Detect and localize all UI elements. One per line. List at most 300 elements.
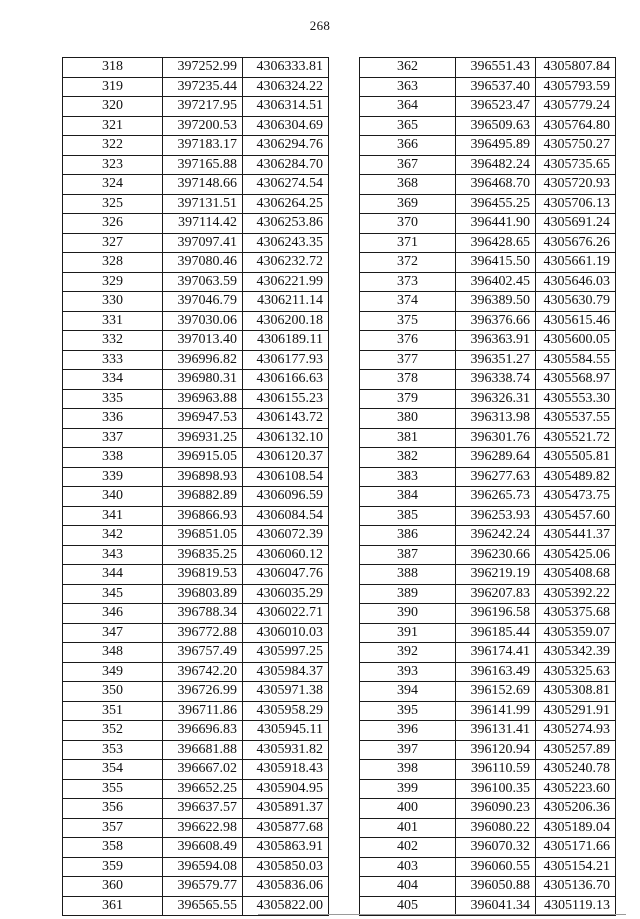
point-number-cell: 339 (63, 467, 163, 487)
y-coordinate-cell: 4305206.36 (536, 799, 616, 819)
table-row (360, 155, 616, 175)
x-coordinate-cell: 397252.99 (163, 58, 243, 78)
point-number-cell: 379 (360, 389, 456, 409)
x-coordinate-cell: 396402.45 (456, 272, 536, 292)
y-coordinate-cell: 4306166.63 (243, 370, 329, 390)
point-number-cell: 382 (360, 448, 456, 468)
point-number-cell: 323 (63, 155, 163, 175)
y-coordinate-cell: 4305291.91 (536, 701, 616, 721)
y-coordinate-cell: 4305958.29 (243, 701, 329, 721)
x-coordinate-cell: 397235.44 (163, 77, 243, 97)
table-row (360, 175, 616, 195)
y-coordinate-cell: 4305473.75 (536, 487, 616, 507)
point-number-cell: 373 (360, 272, 456, 292)
table-row (360, 136, 616, 156)
table-row (360, 877, 616, 897)
table-row (63, 97, 329, 117)
x-coordinate-cell: 396041.34 (456, 896, 536, 916)
point-number-cell: 389 (360, 584, 456, 604)
x-coordinate-cell: 396726.99 (163, 682, 243, 702)
table-row (63, 331, 329, 351)
point-number-cell: 396 (360, 721, 456, 741)
x-coordinate-cell: 396152.69 (456, 682, 536, 702)
y-coordinate-cell: 4305359.07 (536, 623, 616, 643)
y-coordinate-cell: 4306022.71 (243, 604, 329, 624)
x-coordinate-cell: 396428.65 (456, 233, 536, 253)
y-coordinate-cell: 4305706.13 (536, 194, 616, 214)
x-coordinate-cell: 396050.88 (456, 877, 536, 897)
point-number-cell: 377 (360, 350, 456, 370)
point-number-cell: 402 (360, 838, 456, 858)
point-number-cell: 392 (360, 643, 456, 663)
y-coordinate-cell: 4305240.78 (536, 760, 616, 780)
table-row (63, 136, 329, 156)
table-row (63, 857, 329, 877)
table-row (63, 799, 329, 819)
table-row (63, 194, 329, 214)
y-coordinate-cell: 4305720.93 (536, 175, 616, 195)
point-number-cell: 393 (360, 662, 456, 682)
table-row (63, 272, 329, 292)
y-coordinate-cell: 4306304.69 (243, 116, 329, 136)
table-row (360, 253, 616, 273)
table-row (360, 233, 616, 253)
coordinates-table-body (360, 58, 616, 916)
x-coordinate-cell: 396100.35 (456, 779, 536, 799)
x-coordinate-cell: 397063.59 (163, 272, 243, 292)
point-number-cell: 336 (63, 409, 163, 429)
x-coordinate-cell: 397131.51 (163, 194, 243, 214)
x-coordinate-cell: 396090.23 (456, 799, 536, 819)
point-number-cell: 362 (360, 58, 456, 78)
point-number-cell: 368 (360, 175, 456, 195)
table-row (360, 467, 616, 487)
y-coordinate-cell: 4306284.70 (243, 155, 329, 175)
y-coordinate-cell: 4305457.60 (536, 506, 616, 526)
table-row (360, 58, 616, 78)
table-row (360, 487, 616, 507)
y-coordinate-cell: 4305584.55 (536, 350, 616, 370)
table-row (360, 77, 616, 97)
table-row (63, 818, 329, 838)
x-coordinate-cell: 396772.88 (163, 623, 243, 643)
point-number-cell: 348 (63, 643, 163, 663)
x-coordinate-cell: 396652.25 (163, 779, 243, 799)
table-row (63, 662, 329, 682)
y-coordinate-cell: 4306232.72 (243, 253, 329, 273)
x-coordinate-cell: 397114.42 (163, 214, 243, 234)
x-coordinate-cell: 396637.57 (163, 799, 243, 819)
point-number-cell: 380 (360, 409, 456, 429)
y-coordinate-cell: 4306189.11 (243, 331, 329, 351)
y-coordinate-cell: 4305274.93 (536, 721, 616, 741)
table-row (360, 350, 616, 370)
point-number-cell: 381 (360, 428, 456, 448)
table-row (63, 253, 329, 273)
table-row (63, 487, 329, 507)
point-number-cell: 353 (63, 740, 163, 760)
y-coordinate-cell: 4305136.70 (536, 877, 616, 897)
point-number-cell: 397 (360, 740, 456, 760)
table-row (360, 506, 616, 526)
table-row (360, 428, 616, 448)
table-row (360, 214, 616, 234)
x-coordinate-cell: 396253.93 (456, 506, 536, 526)
point-number-cell: 350 (63, 682, 163, 702)
coordinates-table-right (359, 57, 616, 916)
table-row (63, 428, 329, 448)
table-row (360, 311, 616, 331)
point-number-cell: 367 (360, 155, 456, 175)
x-coordinate-cell: 396579.77 (163, 877, 243, 897)
x-coordinate-cell: 396110.59 (456, 760, 536, 780)
y-coordinate-cell: 4305537.55 (536, 409, 616, 429)
x-coordinate-cell: 396070.32 (456, 838, 536, 858)
y-coordinate-cell: 4306264.25 (243, 194, 329, 214)
point-number-cell: 371 (360, 233, 456, 253)
point-number-cell: 325 (63, 194, 163, 214)
point-number-cell: 320 (63, 97, 163, 117)
table-row (63, 409, 329, 429)
point-number-cell: 341 (63, 506, 163, 526)
y-coordinate-cell: 4305615.46 (536, 311, 616, 331)
table-row (63, 467, 329, 487)
point-number-cell: 337 (63, 428, 163, 448)
x-coordinate-cell: 396141.99 (456, 701, 536, 721)
y-coordinate-cell: 4306177.93 (243, 350, 329, 370)
x-coordinate-cell: 396120.94 (456, 740, 536, 760)
table-row (360, 272, 616, 292)
table-row (63, 214, 329, 234)
point-number-cell: 344 (63, 565, 163, 585)
point-number-cell: 405 (360, 896, 456, 916)
y-coordinate-cell: 4305750.27 (536, 136, 616, 156)
point-number-cell: 400 (360, 799, 456, 819)
x-coordinate-cell: 396277.63 (456, 467, 536, 487)
y-coordinate-cell: 4305850.03 (243, 857, 329, 877)
x-coordinate-cell: 396537.40 (456, 77, 536, 97)
table-row (360, 116, 616, 136)
y-coordinate-cell: 4305807.84 (536, 58, 616, 78)
point-number-cell: 342 (63, 526, 163, 546)
y-coordinate-cell: 4305891.37 (243, 799, 329, 819)
table-row (63, 233, 329, 253)
y-coordinate-cell: 4305521.72 (536, 428, 616, 448)
table-row (360, 896, 616, 916)
x-coordinate-cell: 396131.41 (456, 721, 536, 741)
x-coordinate-cell: 396711.86 (163, 701, 243, 721)
x-coordinate-cell: 397080.46 (163, 253, 243, 273)
x-coordinate-cell: 396313.98 (456, 409, 536, 429)
x-coordinate-cell: 396866.93 (163, 506, 243, 526)
point-number-cell: 374 (360, 292, 456, 312)
x-coordinate-cell: 396819.53 (163, 565, 243, 585)
y-coordinate-cell: 4306314.51 (243, 97, 329, 117)
point-number-cell: 328 (63, 253, 163, 273)
x-coordinate-cell: 397013.40 (163, 331, 243, 351)
y-coordinate-cell: 4305971.38 (243, 682, 329, 702)
x-coordinate-cell: 397148.66 (163, 175, 243, 195)
table-row (63, 682, 329, 702)
table-row (63, 877, 329, 897)
table-row (360, 448, 616, 468)
point-number-cell: 318 (63, 58, 163, 78)
point-number-cell: 343 (63, 545, 163, 565)
y-coordinate-cell: 4305931.82 (243, 740, 329, 760)
x-coordinate-cell: 396681.88 (163, 740, 243, 760)
x-coordinate-cell: 396523.47 (456, 97, 536, 117)
point-number-cell: 349 (63, 662, 163, 682)
point-number-cell: 404 (360, 877, 456, 897)
y-coordinate-cell: 4306120.37 (243, 448, 329, 468)
x-coordinate-cell: 396947.53 (163, 409, 243, 429)
y-coordinate-cell: 4305646.03 (536, 272, 616, 292)
point-number-cell: 385 (360, 506, 456, 526)
x-coordinate-cell: 396757.49 (163, 643, 243, 663)
x-coordinate-cell: 396608.49 (163, 838, 243, 858)
x-coordinate-cell: 397200.53 (163, 116, 243, 136)
table-row (63, 584, 329, 604)
table-row (360, 409, 616, 429)
y-coordinate-cell: 4305154.21 (536, 857, 616, 877)
footer-divider (258, 914, 626, 915)
x-coordinate-cell: 396980.31 (163, 370, 243, 390)
y-coordinate-cell: 4306108.54 (243, 467, 329, 487)
table-row (63, 760, 329, 780)
x-coordinate-cell: 396622.98 (163, 818, 243, 838)
x-coordinate-cell: 396376.66 (456, 311, 536, 331)
point-number-cell: 363 (360, 77, 456, 97)
x-coordinate-cell: 397183.17 (163, 136, 243, 156)
x-coordinate-cell: 396742.20 (163, 662, 243, 682)
point-number-cell: 375 (360, 311, 456, 331)
table-row (360, 818, 616, 838)
point-number-cell: 370 (360, 214, 456, 234)
table-row (360, 682, 616, 702)
table-row (63, 896, 329, 916)
point-number-cell: 327 (63, 233, 163, 253)
x-coordinate-cell: 396174.41 (456, 643, 536, 663)
point-number-cell: 351 (63, 701, 163, 721)
table-row (63, 58, 329, 78)
y-coordinate-cell: 4305171.66 (536, 838, 616, 858)
y-coordinate-cell: 4305676.26 (536, 233, 616, 253)
y-coordinate-cell: 4305918.43 (243, 760, 329, 780)
y-coordinate-cell: 4305441.37 (536, 526, 616, 546)
y-coordinate-cell: 4305223.60 (536, 779, 616, 799)
y-coordinate-cell: 4305822.00 (243, 896, 329, 916)
point-number-cell: 366 (360, 136, 456, 156)
point-number-cell: 401 (360, 818, 456, 838)
x-coordinate-cell: 396963.88 (163, 389, 243, 409)
y-coordinate-cell: 4306047.76 (243, 565, 329, 585)
table-row (63, 643, 329, 663)
point-number-cell: 384 (360, 487, 456, 507)
point-number-cell: 355 (63, 779, 163, 799)
point-number-cell: 319 (63, 77, 163, 97)
table-row (63, 701, 329, 721)
point-number-cell: 359 (63, 857, 163, 877)
x-coordinate-cell: 396468.70 (456, 175, 536, 195)
point-number-cell: 333 (63, 350, 163, 370)
page-number: 268 (309, 18, 331, 33)
y-coordinate-cell: 4306294.76 (243, 136, 329, 156)
table-row (63, 155, 329, 175)
point-number-cell: 332 (63, 331, 163, 351)
x-coordinate-cell: 396788.34 (163, 604, 243, 624)
y-coordinate-cell: 4305997.25 (243, 643, 329, 663)
point-number-cell: 324 (63, 175, 163, 195)
point-number-cell: 376 (360, 331, 456, 351)
table-row (63, 526, 329, 546)
point-number-cell: 398 (360, 760, 456, 780)
x-coordinate-cell: 396185.44 (456, 623, 536, 643)
x-coordinate-cell: 396667.02 (163, 760, 243, 780)
table-row (63, 116, 329, 136)
coordinates-table-left (62, 57, 329, 916)
table-row (360, 799, 616, 819)
y-coordinate-cell: 4305630.79 (536, 292, 616, 312)
x-coordinate-cell: 396230.66 (456, 545, 536, 565)
x-coordinate-cell: 396495.89 (456, 136, 536, 156)
table-row (360, 643, 616, 663)
point-number-cell: 399 (360, 779, 456, 799)
y-coordinate-cell: 4306274.54 (243, 175, 329, 195)
x-coordinate-cell: 396363.91 (456, 331, 536, 351)
y-coordinate-cell: 4306060.12 (243, 545, 329, 565)
y-coordinate-cell: 4306211.14 (243, 292, 329, 312)
y-coordinate-cell: 4305661.19 (536, 253, 616, 273)
point-number-cell: 364 (360, 97, 456, 117)
table-row (63, 311, 329, 331)
x-coordinate-cell: 396565.55 (163, 896, 243, 916)
point-number-cell: 321 (63, 116, 163, 136)
x-coordinate-cell: 396482.24 (456, 155, 536, 175)
y-coordinate-cell: 4305342.39 (536, 643, 616, 663)
y-coordinate-cell: 4305119.13 (536, 896, 616, 916)
table-row (63, 77, 329, 97)
x-coordinate-cell: 396207.83 (456, 584, 536, 604)
y-coordinate-cell: 4306155.23 (243, 389, 329, 409)
point-number-cell: 391 (360, 623, 456, 643)
point-number-cell: 352 (63, 721, 163, 741)
point-number-cell: 331 (63, 311, 163, 331)
y-coordinate-cell: 4306084.54 (243, 506, 329, 526)
y-coordinate-cell: 4305375.68 (536, 604, 616, 624)
point-number-cell: 395 (360, 701, 456, 721)
y-coordinate-cell: 4305308.81 (536, 682, 616, 702)
x-coordinate-cell: 396326.31 (456, 389, 536, 409)
point-number-cell: 346 (63, 604, 163, 624)
x-coordinate-cell: 396594.08 (163, 857, 243, 877)
table-row (360, 545, 616, 565)
y-coordinate-cell: 4305735.65 (536, 155, 616, 175)
point-number-cell: 387 (360, 545, 456, 565)
table-row (63, 740, 329, 760)
table-row (360, 604, 616, 624)
coordinates-table-body (63, 58, 329, 916)
point-number-cell: 369 (360, 194, 456, 214)
x-coordinate-cell: 397097.41 (163, 233, 243, 253)
table-row (360, 370, 616, 390)
table-row (63, 292, 329, 312)
y-coordinate-cell: 4305836.06 (243, 877, 329, 897)
table-row (63, 350, 329, 370)
y-coordinate-cell: 4306324.22 (243, 77, 329, 97)
x-coordinate-cell: 396931.25 (163, 428, 243, 448)
y-coordinate-cell: 4306010.03 (243, 623, 329, 643)
y-coordinate-cell: 4305408.68 (536, 565, 616, 585)
x-coordinate-cell: 396509.63 (456, 116, 536, 136)
table-row (63, 545, 329, 565)
table-row (360, 721, 616, 741)
table-row (63, 779, 329, 799)
point-number-cell: 330 (63, 292, 163, 312)
x-coordinate-cell: 396882.89 (163, 487, 243, 507)
point-number-cell: 356 (63, 799, 163, 819)
x-coordinate-cell: 396915.05 (163, 448, 243, 468)
x-coordinate-cell: 396441.90 (456, 214, 536, 234)
x-coordinate-cell: 396196.58 (456, 604, 536, 624)
y-coordinate-cell: 4306143.72 (243, 409, 329, 429)
table-row (63, 838, 329, 858)
table-row (63, 389, 329, 409)
point-number-cell: 360 (63, 877, 163, 897)
y-coordinate-cell: 4306333.81 (243, 58, 329, 78)
y-coordinate-cell: 4305189.04 (536, 818, 616, 838)
x-coordinate-cell: 396060.55 (456, 857, 536, 877)
y-coordinate-cell: 4305691.24 (536, 214, 616, 234)
y-coordinate-cell: 4306221.99 (243, 272, 329, 292)
table-row (360, 292, 616, 312)
point-number-cell: 388 (360, 565, 456, 585)
point-number-cell: 383 (360, 467, 456, 487)
x-coordinate-cell: 397217.95 (163, 97, 243, 117)
point-number-cell: 326 (63, 214, 163, 234)
table-row (63, 604, 329, 624)
y-coordinate-cell: 4305877.68 (243, 818, 329, 838)
y-coordinate-cell: 4305425.06 (536, 545, 616, 565)
table-row (360, 194, 616, 214)
table-row (360, 584, 616, 604)
point-number-cell: 345 (63, 584, 163, 604)
x-coordinate-cell: 396338.74 (456, 370, 536, 390)
x-coordinate-cell: 396301.76 (456, 428, 536, 448)
x-coordinate-cell: 396996.82 (163, 350, 243, 370)
table-row (360, 565, 616, 585)
table-row (360, 838, 616, 858)
point-number-cell: 340 (63, 487, 163, 507)
x-coordinate-cell: 396219.19 (456, 565, 536, 585)
y-coordinate-cell: 4306200.18 (243, 311, 329, 331)
y-coordinate-cell: 4305764.80 (536, 116, 616, 136)
x-coordinate-cell: 396080.22 (456, 818, 536, 838)
point-number-cell: 347 (63, 623, 163, 643)
y-coordinate-cell: 4305553.30 (536, 389, 616, 409)
point-number-cell: 372 (360, 253, 456, 273)
point-number-cell: 338 (63, 448, 163, 468)
y-coordinate-cell: 4305489.82 (536, 467, 616, 487)
point-number-cell: 361 (63, 896, 163, 916)
table-row (360, 97, 616, 117)
table-row (63, 565, 329, 585)
y-coordinate-cell: 4306096.59 (243, 487, 329, 507)
y-coordinate-cell: 4305505.81 (536, 448, 616, 468)
y-coordinate-cell: 4305984.37 (243, 662, 329, 682)
y-coordinate-cell: 4305600.05 (536, 331, 616, 351)
x-coordinate-cell: 396351.27 (456, 350, 536, 370)
y-coordinate-cell: 4305392.22 (536, 584, 616, 604)
